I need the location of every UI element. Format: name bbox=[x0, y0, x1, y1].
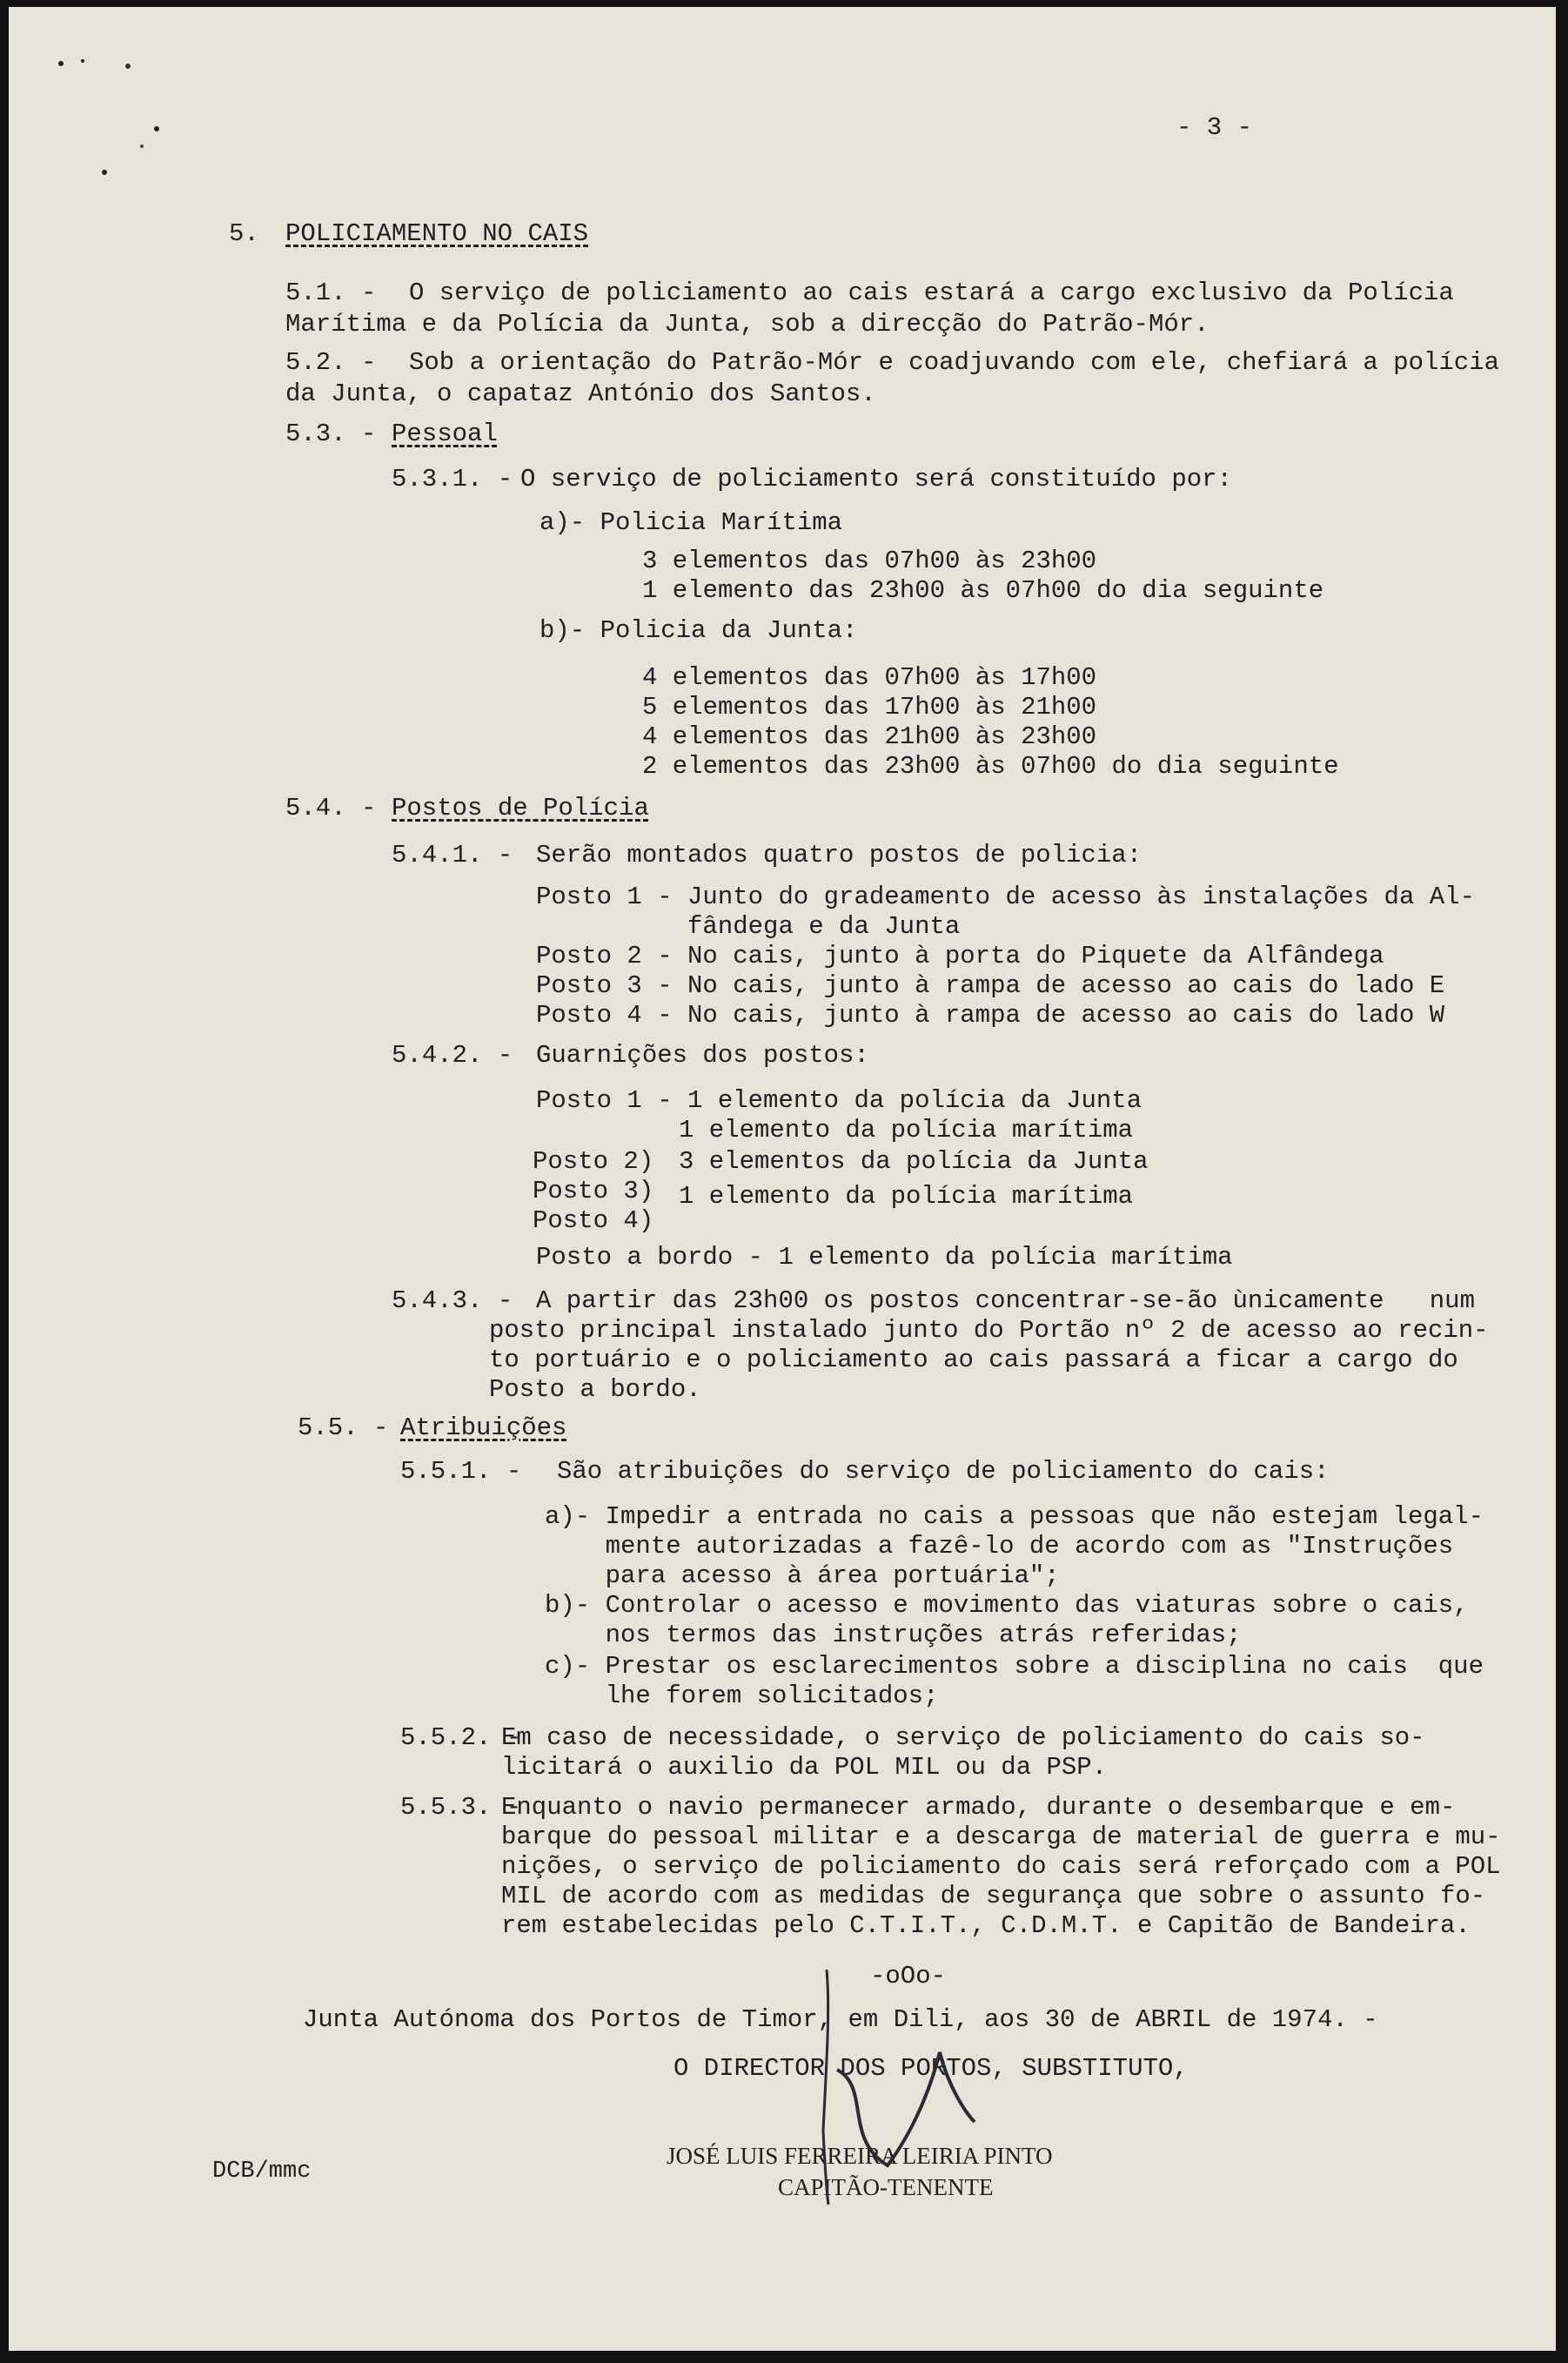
p53-b-line: 4 elementos das 07h00 às 17h00 bbox=[642, 663, 1097, 692]
p552-line: Em caso de necessidade, o serviço de policiamento do cais so- bbox=[501, 1723, 1425, 1752]
page-number: - 3 - bbox=[1176, 113, 1253, 142]
p54-heading-number: 5.4. - bbox=[285, 794, 377, 822]
p55-a-line: mente autorizadas a fazê-lo de acordo com as "Instruções bbox=[545, 1532, 1454, 1561]
section-number: 5. bbox=[229, 219, 259, 248]
p552-line: licitará o auxilio da POL MIL ou da PSP. bbox=[501, 1753, 1108, 1782]
p54-heading: Postos de Polícia bbox=[392, 794, 649, 822]
p53-heading-number: 5.3. - bbox=[285, 420, 377, 448]
p543-number: 5.4.3. - bbox=[392, 1286, 513, 1315]
p53-a-line: 1 elemento das 23h00 às 07h00 do dia seguinte bbox=[642, 576, 1324, 605]
p51-line2: Marítima e da Polícia da Junta, sob a direcção do Patrão-Mór. bbox=[285, 310, 1210, 339]
p553-line: rem estabelecidas pelo C.T.I.T., C.D.M.T. e Capitão de Bandeira. bbox=[501, 1911, 1471, 1940]
p51-number: 5.1. - bbox=[285, 279, 377, 307]
p553-line: barque do pessoal militar e a descarga de material de guerra e mu- bbox=[501, 1823, 1501, 1851]
scan-specks bbox=[44, 33, 183, 190]
posto-line: Posto 3 - No cais, junto à rampa de acesso ao cais do lado E bbox=[536, 971, 1445, 1000]
guarnicao-line: Posto 1 - 1 elemento da polícia da Junta bbox=[536, 1086, 1142, 1115]
p543-line: Posto a bordo. bbox=[489, 1375, 701, 1404]
p52-number: 5.2. - bbox=[285, 348, 377, 377]
p53-a-label: a)- Policia Marítima bbox=[539, 508, 843, 537]
p55-heading: Atribuições bbox=[400, 1413, 567, 1442]
reference-initials: DCB/mmc bbox=[212, 2158, 312, 2185]
p53-b-line: 5 elementos das 17h00 às 21h00 bbox=[642, 693, 1097, 722]
posto-line: Posto 1 - Junto do gradeamento de acesso às instalações da Al- bbox=[536, 883, 1475, 911]
p55-a-line: a)- Impedir a entrada no cais a pessoas que não estejam legal- bbox=[545, 1502, 1484, 1531]
p552-number: 5.5.2. - bbox=[400, 1723, 522, 1752]
p551-text: São atribuições do serviço de policiamento do cais: bbox=[557, 1457, 1330, 1486]
p53-heading: Pessoal bbox=[392, 420, 498, 448]
p541-text: Serão montados quatro postos de policia: bbox=[536, 841, 1142, 869]
document-page bbox=[9, 7, 1556, 2351]
p55-a-line: para acesso à área portuária"; bbox=[545, 1561, 1060, 1590]
p553-line: nições, o serviço de policiamento do cais será reforçado com a POL bbox=[501, 1852, 1501, 1881]
signatory-name: JOSÉ LUIS FERREIRA LEIRIA PINTO bbox=[667, 2143, 1053, 2169]
p542-text: Guarnições dos postos: bbox=[536, 1041, 869, 1070]
guarnicao-line: Posto a bordo - 1 elemento da polícia marítima bbox=[536, 1243, 1233, 1272]
section-title: POLICIAMENTO NO CAIS bbox=[285, 219, 589, 248]
guarnicao-posto: Posto 3) bbox=[533, 1177, 654, 1205]
p52-line2: da Junta, o capataz António dos Santos. bbox=[285, 379, 876, 408]
p553-number: 5.5.3. - bbox=[400, 1793, 522, 1822]
p543-line: to portuário e o policiamento ao cais passará a ficar a cargo do bbox=[489, 1346, 1458, 1374]
p55-c-line: c)- Prestar os esclarecimentos sobre a disciplina no cais que bbox=[545, 1652, 1484, 1681]
p531-number: 5.3.1. - bbox=[392, 465, 513, 493]
posto-line: Posto 4 - No cais, junto à rampa de acesso ao cais do lado W bbox=[536, 1001, 1445, 1030]
p55-heading-number: 5.5. - bbox=[298, 1413, 389, 1442]
separator: -oOo- bbox=[870, 1962, 947, 1990]
p531-text: O serviço de policiamento será constituído por: bbox=[520, 465, 1232, 493]
p553-line: MIL de acordo com as medidas de segurança que sobre o assunto fo- bbox=[501, 1882, 1486, 1910]
p53-b-line: 4 elementos das 21h00 às 23h00 bbox=[642, 722, 1097, 751]
p55-c-line: lhe forem solicitados; bbox=[545, 1682, 939, 1710]
guarnicao-posto: Posto 2) bbox=[533, 1147, 654, 1176]
p541-number: 5.4.1. - bbox=[392, 841, 513, 869]
p543-line: posto principal instalado junto do Portão nº 2 de acesso ao recin- bbox=[489, 1316, 1489, 1345]
closing-line: Junta Autónoma dos Portos de Timor, em Dili, aos 30 de ABRIL de 1974. - bbox=[303, 2005, 1378, 2034]
guarnicao-posto: Posto 4) bbox=[533, 1206, 654, 1235]
director-title: O DIRECTOR DOS PORTOS, SUBSTITUTO, bbox=[673, 2054, 1189, 2083]
p551-number: 5.5.1. - bbox=[400, 1457, 522, 1486]
signatory-rank: CAPITÃO-TENENTE bbox=[778, 2174, 994, 2200]
p553-line: Enquanto o navio permanecer armado, durante o desembarque e em- bbox=[501, 1793, 1456, 1822]
guarnicao-line: 3 elementos da polícia da Junta bbox=[679, 1147, 1149, 1176]
p51-line1: O serviço de policiamento ao cais estará a cargo exclusivo da Polícia bbox=[409, 279, 1454, 307]
posto-line: fândega e da Junta bbox=[536, 912, 961, 941]
p53-b-line: 2 elementos das 23h00 às 07h00 do dia seguinte bbox=[642, 752, 1339, 781]
p543-line: A partir das 23h00 os postos concentrar-se-ão ùnicamente num bbox=[536, 1286, 1475, 1315]
p55-b-line: nos termos das instruções atrás referidas; bbox=[545, 1621, 1242, 1649]
guarnicao-line: 1 elemento da polícia marítima bbox=[679, 1116, 1134, 1145]
p53-b-label: b)- Policia da Junta: bbox=[539, 616, 858, 645]
guarnicao-line: 1 elemento da polícia marítima bbox=[679, 1182, 1134, 1211]
p55-b-line: b)- Controlar o acesso e movimento das viaturas sobre o cais, bbox=[545, 1591, 1469, 1620]
p53-a-line: 3 elementos das 07h00 às 23h00 bbox=[642, 547, 1097, 575]
p542-number: 5.4.2. - bbox=[392, 1041, 513, 1070]
posto-line: Posto 2 - No cais, junto à porta do Piquete da Alfândega bbox=[536, 942, 1384, 970]
p52-line1: Sob a orientação do Patrão-Mór e coadjuvando com ele, chefiará a polícia bbox=[409, 348, 1500, 377]
handwritten-signature bbox=[792, 1957, 1018, 2209]
